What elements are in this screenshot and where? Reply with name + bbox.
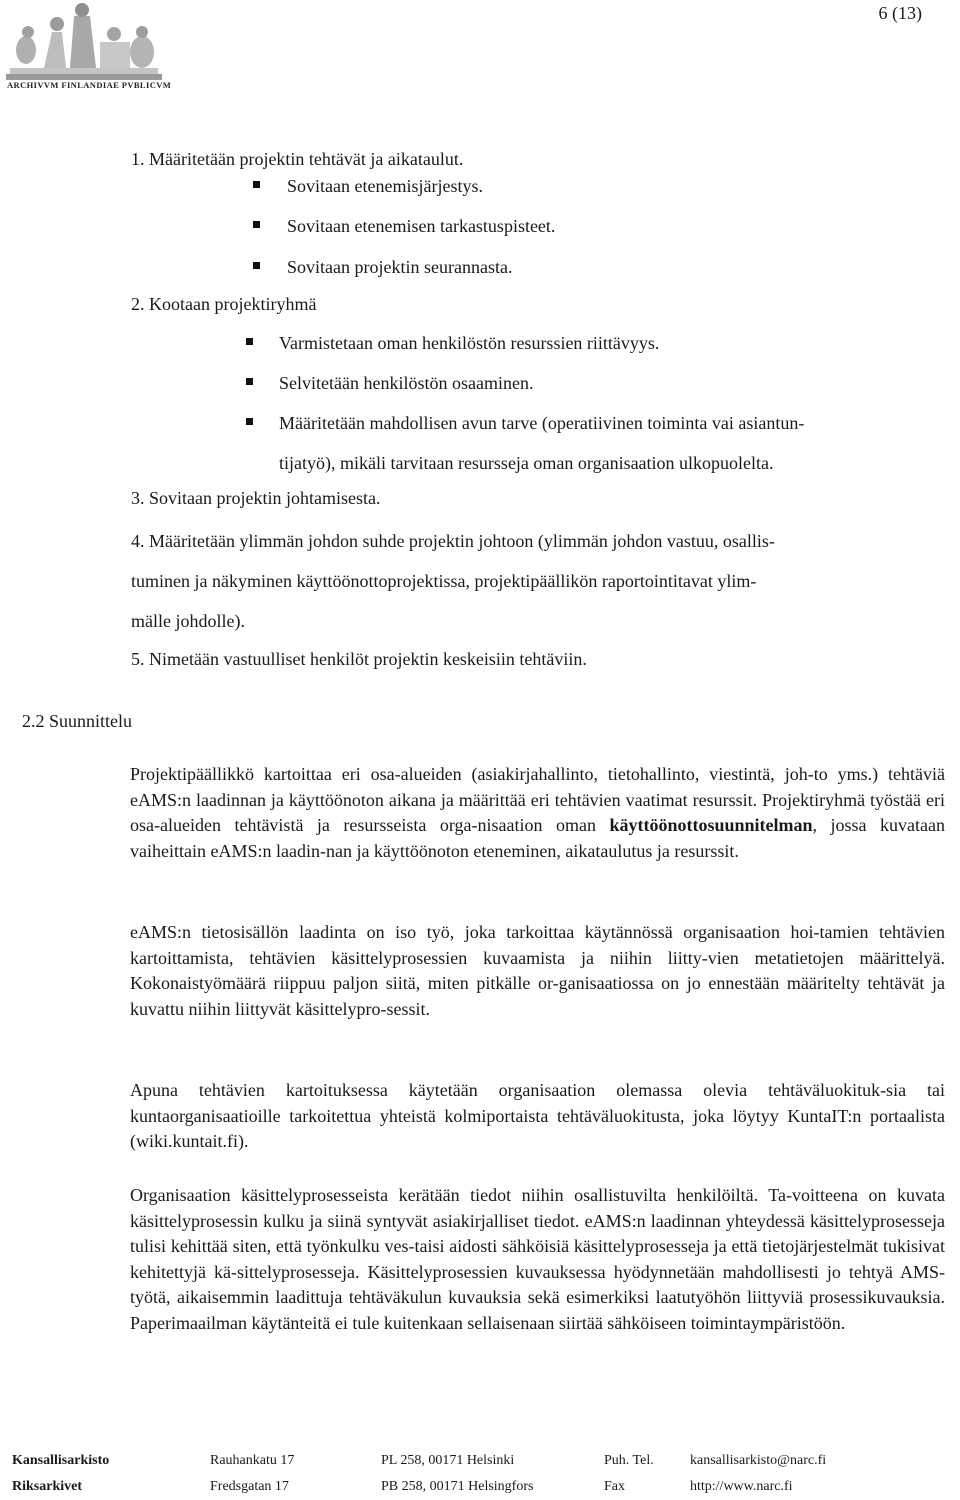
- bullet-square-icon: [246, 418, 253, 425]
- list-item-1-bullet-3: Sovitaan projektin seurannasta.: [287, 257, 513, 277]
- bullet-square-icon: [246, 378, 253, 385]
- footer-phone-label: Puh. Tel.: [604, 1453, 654, 1468]
- list-item-1-bullet-1: Sovitaan etenemisjärjestys.: [287, 176, 483, 196]
- list-item-2: 2. Kootaan projektiryhmä: [131, 294, 317, 314]
- paragraph-3: Apuna tehtävien kartoituksessa käytetään organisaation olemassa olevia tehtäväluokituk-sia tai kuntaorganisaatioille tarkoitettua yhteistä kolmiportaista tehtäväluokitusta, joka löytyy KuntaIT:n portaalista (wiki.kuntait.fi).: [130, 1080, 945, 1151]
- footer-website-link[interactable]: http://www.narc.fi: [690, 1479, 793, 1494]
- footer-org-name-sv: Riksarkivet: [12, 1479, 82, 1494]
- list-item-3: 3. Sovitaan projektin johtamisesta.: [131, 488, 381, 508]
- footer-email[interactable]: kansallisarkisto@narc.fi: [690, 1453, 827, 1468]
- footer-po-box-sv: PB 258, 00171 Helsingfors: [381, 1479, 534, 1494]
- paragraph-1-bold-term: käyttöönottosuunnitelman: [609, 815, 813, 835]
- page-number: 6 (13): [878, 3, 922, 23]
- list-item-4-line-2: tuminen ja näkyminen käyttöönottoprojektissa, projektipäällikön raportointitavat ylim-: [131, 571, 757, 591]
- footer-org-sv: [12, 1479, 82, 1495]
- list-item-1: 1. Määritetään projektin tehtävät ja aikataulut.: [131, 149, 464, 169]
- bullet-square-icon: [253, 181, 260, 188]
- paragraph-1: [130, 762, 945, 864]
- bullet-square-icon: [246, 338, 253, 345]
- list-item-4-line-1: 4. Määritetään ylimmän johdon suhde projektin johtoon (ylimmän johdon vastuu, osallis-: [131, 531, 775, 551]
- footer-po-box-fi: PL 258, 00171 Helsinki: [381, 1453, 515, 1468]
- paragraph-2: eAMS:n tietosisällön laadinta on iso työ, joka tarkoittaa käytännössä organisaation hoi-tamien tehtävien kartoittamista, tehtävien käsittelyprosessien kuvaamista ja niihin liitty-vien metatietojen määrittelyä. Kokonaistyömäärä riippuu paljon siitä, miten pitkälle or-ganisaatiossa on jo ennestään määritelty tehtävät ja kuvattu niihin liittyvät käsittelypro-sessit.: [130, 922, 945, 1019]
- list-item-1-bullet-2: Sovitaan etenemisen tarkastuspisteet.: [287, 216, 556, 236]
- list-item-2-bullet-3-continued: tijatyö), mikäli tarvitaan resursseja oman organisaation ulkopuolelta.: [279, 453, 774, 473]
- section-heading: 2.2 Suunnittelu: [22, 711, 133, 731]
- list-item-5: 5. Nimetään vastuulliset henkilöt projektin keskeisiin tehtäviin.: [131, 649, 587, 669]
- list-item-2-bullet-2: Selvitetään henkilöstön osaaminen.: [279, 373, 534, 393]
- list-item-2-bullet-1: Varmistetaan oman henkilöstön resurssien riittävyys.: [279, 333, 660, 353]
- list-item-2-bullet-3: Määritetään mahdollisen avun tarve (operatiivinen toiminta vai asiantun-: [279, 413, 805, 433]
- paragraph-1-start: Projektipäällikkö kartoittaa eri osa-alueiden (asiakirjahallinto, tietohallinto, viestintä, joh-to yms.) tehtäviä eAMS:n laadinnan ja käyttöönoton aikana ja määrittää eri tehtävien vaatimat resurssit. Projektiryhmä työstää eri osa-alueiden tehtävistä ja resursseista orga-nisaation oman: [130, 764, 945, 835]
- list-item-4-line-3: mälle johdolle).: [131, 611, 245, 631]
- paragraph-4: Organisaation käsittelyprosesseista kerätään tiedot niihin osallistuvilta henkilöiltä. Ta-voitteena on kuvata käsittelyprosessin kulku ja siinä syntyvät asiakirjalliset tiedot. eAMS:n laadinnan yhteydessä käsittelyprosesseja tulisi kehittää siten, että työnkulku ves-taisi aidosti sähköisiä käsittelyprosesseja ja että tietojärjestelmät tukisivat kehitettyjä kä-sittelyprosesseja. Käsittelyprosessien kuvauksessa hyödynnetään mahdollisesti jo tehtyä AMS-työtä, aikaisemmin laadittuja tehtäväkulun kuvauksia sekä esimerkiksi laatutyöhön liittyviä prosessikuvauksia. Paperimaailman käytänteitä ei tule kuitenkaan sellaisenaan siirtää sähköiseen toimintaympäristöön.: [130, 1185, 945, 1333]
- logo-text: ARCHIVVM FINLANDIAE PVBLICVM: [7, 80, 172, 90]
- footer-org-name: Kansallisarkisto: [12, 1453, 110, 1468]
- paragraph-1-end: , jossa kuvataan vaiheittain eAMS:n laadin-nan ja käyttöönoton eteneminen, aikataulutus ja resurssit.: [130, 815, 946, 861]
- bullet-square-icon: [253, 221, 260, 228]
- footer-org-fi: [12, 1453, 109, 1469]
- footer-fax-label: Fax: [604, 1479, 625, 1494]
- bullet-square-icon: [253, 262, 260, 269]
- footer-address-fi: Rauhankatu 17: [210, 1453, 295, 1468]
- footer-address-sv: Fredsgatan 17: [210, 1479, 289, 1494]
